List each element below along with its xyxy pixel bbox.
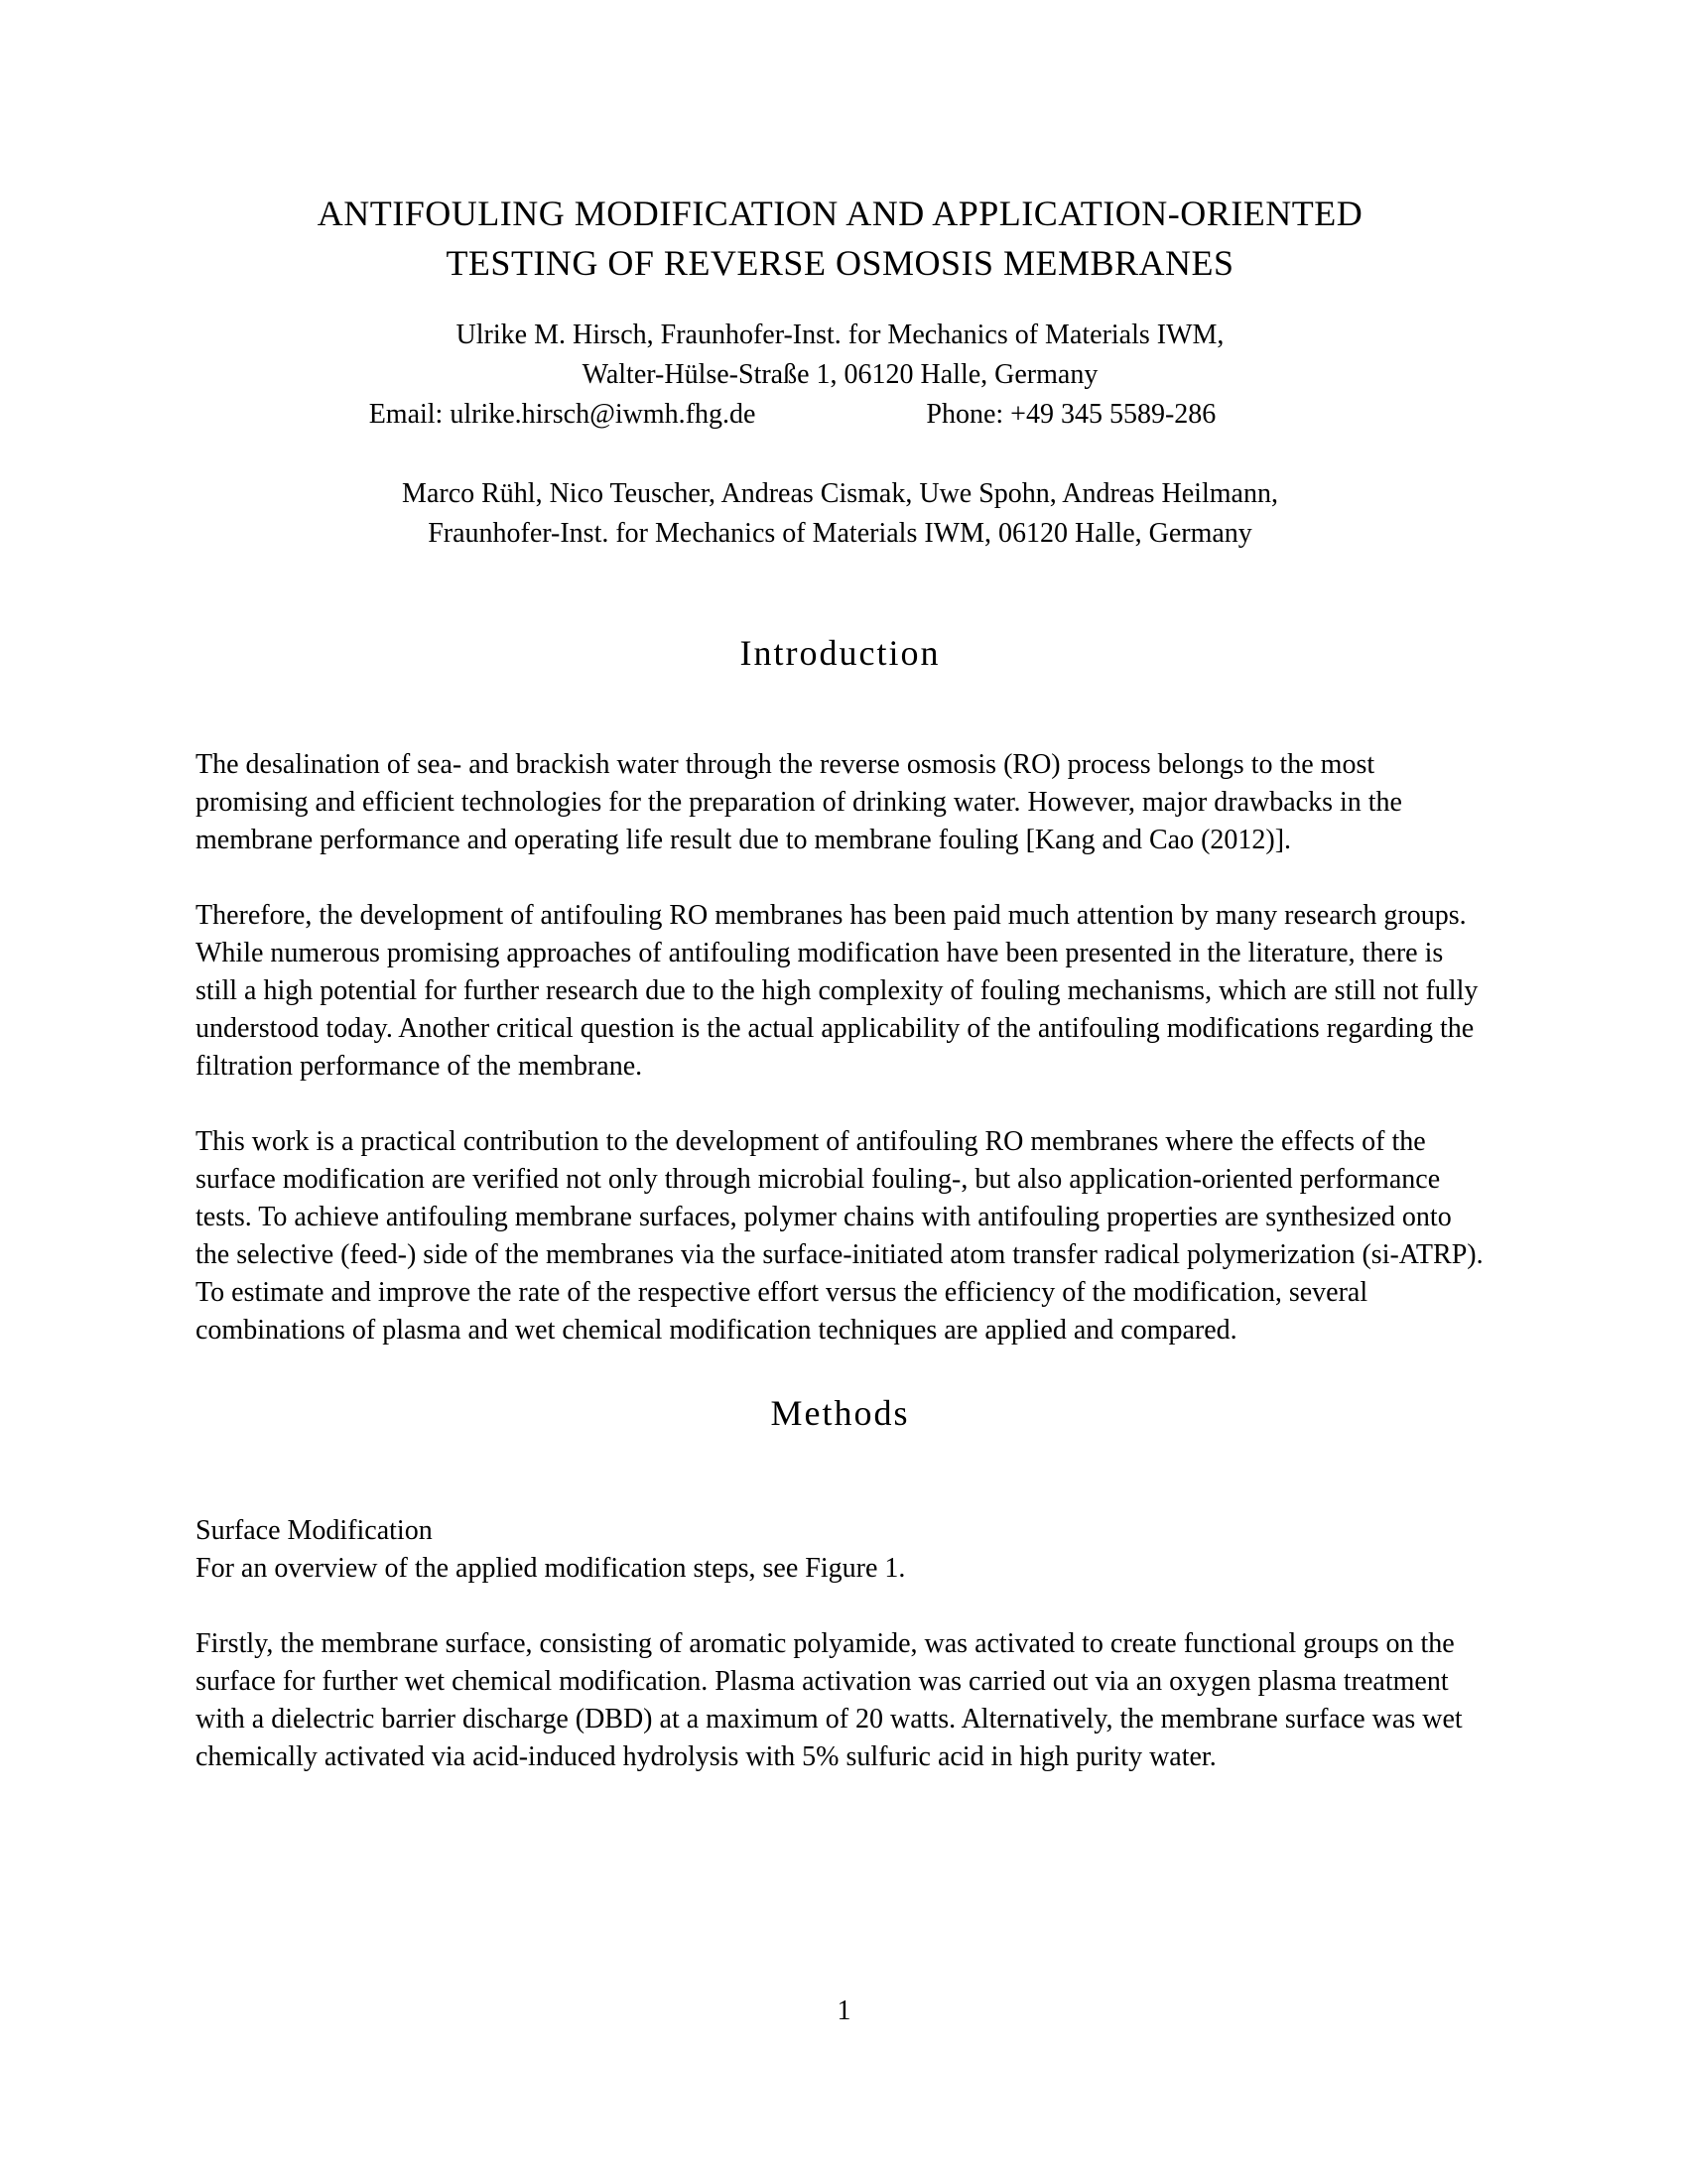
methods-subheading: Surface Modification — [195, 1515, 433, 1546]
phone-text: Phone: +49 345 5589-286 — [926, 399, 1217, 430]
page-number: 1 — [837, 1995, 851, 2026]
section-heading-introduction: Introduction — [739, 633, 941, 673]
primary-affiliation-block — [195, 316, 1485, 435]
coauthors-address-line: Fraunhofer-Inst. for Mechanics of Materials IWM, 06120 Halle, Germany — [428, 518, 1252, 549]
intro-paragraph-1: The desalination of sea- and brackish water through the reverse osmosis (RO) process belongs to the most promising and efficient technologies for the preparation of drinking water. However, major drawbacks in the membrane performance and operating life result due to membrane fouling [Kang and Cao (2012)]. — [195, 749, 1402, 855]
section-heading-methods: Methods — [770, 1393, 910, 1433]
paper-title — [195, 189, 1485, 288]
primary-author-line: Ulrike M. Hirsch, Fraunhofer-Inst. for Mechanics of Materials IWM, — [455, 320, 1225, 350]
email-text: Email: ulrike.hirsch@iwmh.fhg.de — [368, 399, 756, 430]
primary-address-line: Walter-Hülse-Straße 1, 06120 Halle, Germany — [582, 359, 1099, 390]
methods-lead-sentence: For an overview of the applied modification steps, see Figure 1. — [195, 1553, 906, 1584]
methods-paragraph-1: Firstly, the membrane surface, consisting of aromatic polyamide, was activated to create functional groups on the surface for further wet chemical modification. Plasma activation was carried out via an oxygen plasma treatment with a dielectric barrier discharge (DBD) at a maximum of 20 watts. Alternatively, the membrane surface was wet chemically activated via acid-induced hydrolysis with 5% sulfuric acid in high purity water. — [195, 1628, 1463, 1772]
methods-subsection-header — [195, 1512, 1485, 1588]
contact-line — [148, 395, 1437, 435]
intro-paragraph-3: This work is a practical contribution to the development of antifouling RO membranes where the effects of the surface modification are verified not only through microbial fouling-, but also application-oriented performance tests. To achieve antifouling membrane surfaces, polymer chains with antifouling properties are synthesized onto the selective (feed-) side of the membranes via the surface-initiated atom transfer radical polymerization (si-ATRP). To estimate and improve the rate of the respective effort versus the efficiency of the modification, several combinations of plasma and wet chemical modification techniques are applied and compared. — [195, 1126, 1484, 1346]
intro-paragraph-2: Therefore, the development of antifouling RO membranes has been paid much attention by many research groups. While numerous promising approaches of antifouling modification have been presented in the literature, there is still a high potential for further research due to the high complexity of fouling mechanisms, which are still not fully understood today. Another critical question is the actual applicability of the antifouling modifications regarding the filtration performance of the membrane. — [195, 900, 1479, 1082]
paper-title-line-1: ANTIFOULING MODIFICATION AND APPLICATION-ORIENTED — [317, 193, 1363, 233]
paper-title-line-2: TESTING OF REVERSE OSMOSIS MEMBRANES — [446, 243, 1234, 283]
secondary-affiliation-block — [195, 474, 1485, 554]
coauthors-line: Marco Rühl, Nico Teuscher, Andreas Cismak, Uwe Spohn, Andreas Heilmann, — [402, 478, 1278, 509]
